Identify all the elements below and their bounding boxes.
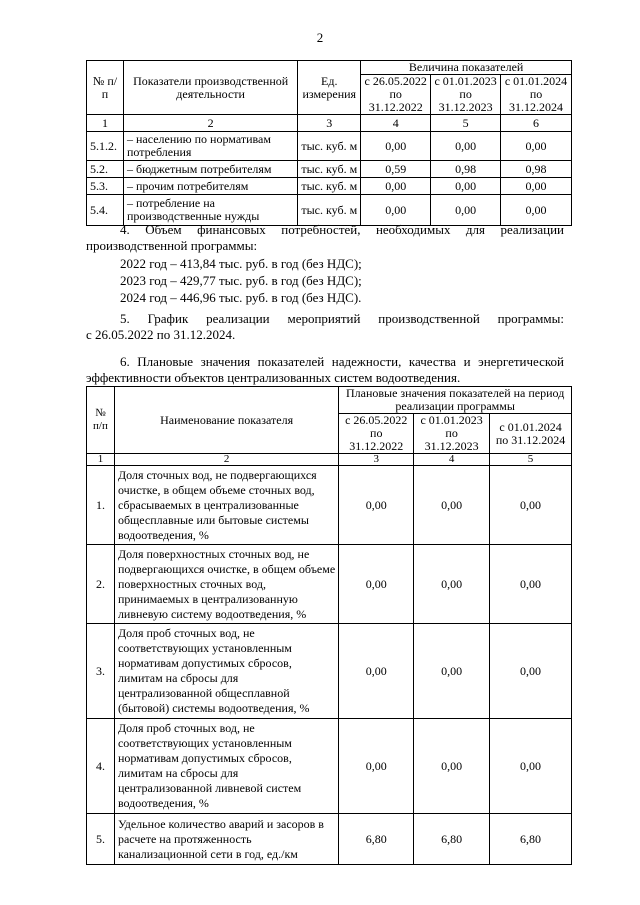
table-row xyxy=(87,195,572,226)
col-number: 1 xyxy=(87,115,124,132)
col-number: 6 xyxy=(501,115,572,132)
section-5-line-1: 5. График реализации мероприятий производственной программы: xyxy=(120,311,564,326)
col-number: 1 xyxy=(87,454,115,466)
col-number: 4 xyxy=(414,454,490,466)
row-value: 0,00 xyxy=(501,178,572,195)
table-row xyxy=(87,719,572,814)
financing-2023: 2023 год – 429,77 тыс. руб. в год (без НДС); xyxy=(120,273,362,288)
row-unit: тыс. куб. м xyxy=(298,178,361,195)
row-value: 6,80 xyxy=(414,814,490,865)
col-number: 3 xyxy=(339,454,414,466)
col-number: 4 xyxy=(361,115,431,132)
row-value: 0,00 xyxy=(490,545,572,624)
row-value: 0,00 xyxy=(414,466,490,545)
section-4-line-1: 4. Объем финансовых потребностей, необходимых для реализации xyxy=(120,222,564,237)
row-value: 0,00 xyxy=(361,178,431,195)
row-value: 0,00 xyxy=(339,545,414,624)
row-name: – бюджетным потребителям xyxy=(123,161,297,178)
row-name: Доля проб сточных вод, не соответствующих установленным нормативам допустимых сбросов, лимитам на сбросы для централизованной ливневой систем водоотведения, % xyxy=(114,719,338,814)
row-num: 4. xyxy=(87,719,115,814)
row-name: Доля поверхностных сточных вод, не подвергающихся очистке, в общем объеме поверхностных сточных вод, принимаемых в централизованную ливневую систему водоотведения, % xyxy=(114,545,338,624)
row-value: 0,00 xyxy=(339,624,414,719)
section-6-paragraph xyxy=(86,354,564,386)
financing-2024: 2024 год – 446,96 тыс. руб. в год (без НДС). xyxy=(120,290,362,305)
row-value: 0,00 xyxy=(501,132,572,161)
header-indicator: Наименование показателя xyxy=(114,387,338,454)
row-unit: тыс. куб. м xyxy=(298,132,361,161)
row-num: 5. xyxy=(87,814,115,865)
col-number: 3 xyxy=(298,115,361,132)
page-number: 2 xyxy=(316,30,324,45)
row-name: – прочим потребителям xyxy=(123,178,297,195)
table-row xyxy=(87,466,572,545)
row-unit: тыс. куб. м xyxy=(298,195,361,226)
row-value: 0,00 xyxy=(414,624,490,719)
header-num: № п/п xyxy=(87,387,115,454)
row-num: 1. xyxy=(87,466,115,545)
row-value: 0,00 xyxy=(361,132,431,161)
table-row xyxy=(87,178,572,195)
row-num: 5.4. xyxy=(87,195,124,226)
production-indicators-table xyxy=(86,60,572,226)
row-name: Доля проб сточных вод, не соответствующих установленным нормативам допустимых сбросов, лимитам на сбросы для централизованной общесплавной (бытовой) системы водоотведения, % xyxy=(114,624,338,719)
col-number: 5 xyxy=(490,454,572,466)
section-5-line-2: с 26.05.2022 по 31.12.2024. xyxy=(86,327,236,342)
col-number: 2 xyxy=(114,454,338,466)
header-period-2024: с 01.01.2024 по 31.12.2024 xyxy=(501,75,572,115)
col-number: 5 xyxy=(431,115,501,132)
section-4-paragraph xyxy=(86,222,564,254)
row-value: 0,00 xyxy=(490,466,572,545)
row-name: – населению по нормативам потребления xyxy=(123,132,297,161)
row-value: 0,00 xyxy=(490,624,572,719)
row-value: 0,00 xyxy=(339,719,414,814)
row-value: 6,80 xyxy=(490,814,572,865)
header-period-2023: с 01.01.2023 по 31.12.2023 xyxy=(414,414,490,454)
header-period-2022: с 26.05.2022 по 31.12.2022 xyxy=(339,414,414,454)
section-4-line-2: производственной программы: xyxy=(86,238,258,253)
row-num: 5.2. xyxy=(87,161,124,178)
col-number: 2 xyxy=(123,115,297,132)
row-value: 0,00 xyxy=(431,178,501,195)
row-value: 0,00 xyxy=(501,195,572,226)
header-indicator: Показатели производственной деятельности xyxy=(123,61,297,115)
row-name: Доля сточных вод, не подвергающихся очистке, в общем объеме сточных вод, сбрасываемых в централизованные общесплавные или бытовые системы водоотведения, % xyxy=(114,466,338,545)
section-5-paragraph xyxy=(86,311,564,343)
row-value: 0,59 xyxy=(361,161,431,178)
financing-2022: 2022 год – 413,84 тыс. руб. в год (без НДС); xyxy=(120,256,362,271)
header-group: Плановые значения показателей на период реализации программы xyxy=(339,387,572,414)
row-value: 6,80 xyxy=(339,814,414,865)
row-value: 0,00 xyxy=(431,195,501,226)
header-period-2022: с 26.05.2022 по 31.12.2022 xyxy=(361,75,431,115)
reliability-indicators-table xyxy=(86,386,572,865)
row-num: 5.1.2. xyxy=(87,132,124,161)
row-value: 0,00 xyxy=(414,545,490,624)
row-name: – потребление на производственные нужды xyxy=(123,195,297,226)
header-num: № п/п xyxy=(87,61,124,115)
row-num: 3. xyxy=(87,624,115,719)
header-unit: Ед. измерения xyxy=(298,61,361,115)
row-name: Удельное количество аварий и засоров в расчете на протяженность канализационной сети в год, ед./км xyxy=(114,814,338,865)
row-value: 0,00 xyxy=(339,466,414,545)
table-row xyxy=(87,545,572,624)
header-values-group: Величина показателей xyxy=(361,61,572,75)
section-6-line-2: эффективности объектов централизованных систем водоотведения. xyxy=(86,370,461,385)
row-value: 0,98 xyxy=(431,161,501,178)
row-value: 0,00 xyxy=(361,195,431,226)
table-row xyxy=(87,624,572,719)
table-row xyxy=(87,161,572,178)
header-period-2023: с 01.01.2023 по 31.12.2023 xyxy=(431,75,501,115)
row-value: 0,00 xyxy=(414,719,490,814)
table-row xyxy=(87,814,572,865)
table-row xyxy=(87,132,572,161)
row-num: 5.3. xyxy=(87,178,124,195)
row-unit: тыс. куб. м xyxy=(298,161,361,178)
row-value: 0,00 xyxy=(431,132,501,161)
row-value: 0,98 xyxy=(501,161,572,178)
header-period-2024: с 01.01.2024 по 31.12.2024 xyxy=(490,414,572,454)
row-num: 2. xyxy=(87,545,115,624)
section-6-line-1: 6. Плановые значения показателей надежности, качества и энергетической xyxy=(120,354,564,369)
row-value: 0,00 xyxy=(490,719,572,814)
